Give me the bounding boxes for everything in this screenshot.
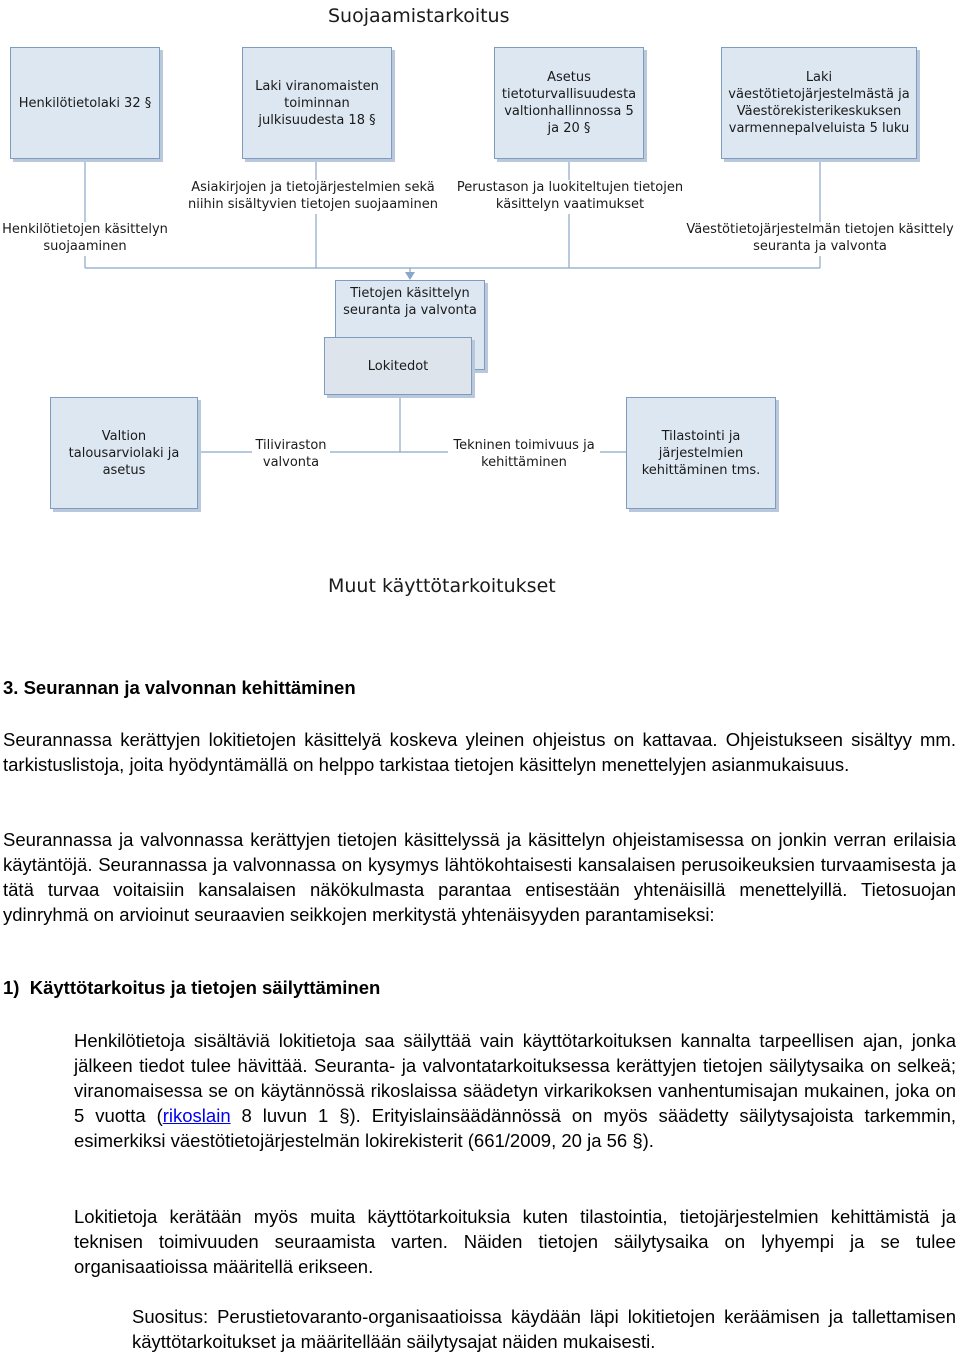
section-heading: 3. Seurannan ja valvonnan kehittäminen — [3, 677, 356, 698]
recommendation: Suositus: Perustietovaranto-organisaatioissa käydään läpi lokitietojen keräämisen ja tallettamisen käyttötarkoitukset ja määritellään säilytysajat näiden mukaisesti. — [132, 1306, 956, 1352]
box-asetus-tietoturva: Asetus tietoturvallisuudesta valtionhallinnossa 5 ja 20 § — [494, 47, 644, 159]
paragraph-4: Lokitietoja kerätään myös muita käyttötarkoituksia kuten tilastointia, tietojärjestelmien kehittämistä ja teknisen toimivuuden seuraamista varten. Näiden tietojen säilytysaika on lyhyempi ja se tulee organisaatioissa määritellä erikseen. — [74, 1206, 956, 1277]
label-henkilotietojen-suojaaminen: Henkilötietojen käsittelyn suojaaminen — [2, 222, 168, 254]
subheading-1: 1) Käyttötarkoitus ja tietojen säilyttäminen — [3, 977, 381, 998]
label-asiakirjojen-suojaaminen: Asiakirjojen ja tietojärjestelmien sekä niihin sisältyvien tietojen suojaaminen — [188, 180, 438, 212]
box-laki-vtj: Laki väestötietojärjestelmästä ja Väestörekisterikeskuksen varmennepalveluista 5 luku — [721, 47, 917, 159]
box-lokitedot: Lokitedot — [324, 337, 472, 395]
paragraph-3-end: 8 luvun 1 §). Erityislainsäädännössä on myös säädetty säilytysajoista tarkemmin, esimerkiksi väestötietojärjestelmän lokirekisterit (661/2009, 20 ja 56 §). — [74, 1105, 956, 1151]
diagram-title-bottom: Muut käyttötarkoitukset — [328, 575, 556, 597]
paragraph-1: Seurannassa kerättyjen lokitietojen käsittelyä koskeva yleinen ohjeistus on kattavaa. Ohjeistukseen sisältyy mm. tarkistuslistoja, joita hyödyntämällä on helppo tarkistaa tietojen käsittelyn menettelyjen asianmukaisuus. — [3, 729, 956, 775]
box-henkilotietolaki: Henkilötietolaki 32 § — [10, 47, 160, 159]
paragraph-3 — [74, 1028, 956, 1153]
diagram-title-top: Suojaamistarkoitus — [328, 5, 510, 27]
box-tilastointi: Tilastointi ja järjestelmien kehittäminen tms. — [626, 397, 776, 509]
label-tekninen: Tekninen toimivuus ja kehittäminen — [453, 438, 595, 470]
label-vtj-seuranta: Väestötietojärjestelmän tietojen käsittely seuranta ja valvonta — [686, 222, 954, 254]
rikoslain-link[interactable]: rikoslain — [162, 1105, 231, 1126]
box-talousarvio: Valtion talousarviolaki ja asetus — [50, 397, 198, 509]
box-seuranta: Tietojen käsittelyn seuranta ja valvonta — [335, 280, 485, 370]
paragraph-2: Seurannassa ja valvonnassa kerättyjen tietojen käsittelyssä ja käsittelyn ohjeistamisessa on jonkin verran erilaisia käytäntöjä. Seurannassa ja valvonnassa on kysymys lähtökohtaisesti kansalaisen perusoikeuksien turvaamisesta ja tätä turvaa voitaisiin kansalaisen näkökulmasta parantaa entisestään yhtenäisillä menettelyillä. Tietosuojan ydinryhmä on arvioinut seuraavien seikkojen merkitystä yhtenäisyyden parantamiseksi: — [3, 829, 956, 925]
box-julkisuuslaki: Laki viranomaisten toiminnan julkisuudesta 18 § — [242, 47, 392, 159]
paragraph-3-start: Henkilötietoja sisältäviä lokitietoja saa säilyttää vain käyttötarkoituksen kannalta tarpeellisen ajan, jonka jälkeen tiedot tulee hävittää. Seuranta- ja valvontatarkoituksessa kerättyjen tietojen säilytysaika on selkeä; viranomaisessa se on käytännössä rikoslaissa säädetyn virkarikoksen vanhentumisajan mukainen, joka on 5 vuotta ( — [74, 1030, 956, 1126]
label-tiliviraston: Tiliviraston valvonta — [255, 438, 327, 470]
label-perustaso: Perustason ja luokiteltujen tietojen käsittelyn vaatimukset — [456, 180, 684, 212]
